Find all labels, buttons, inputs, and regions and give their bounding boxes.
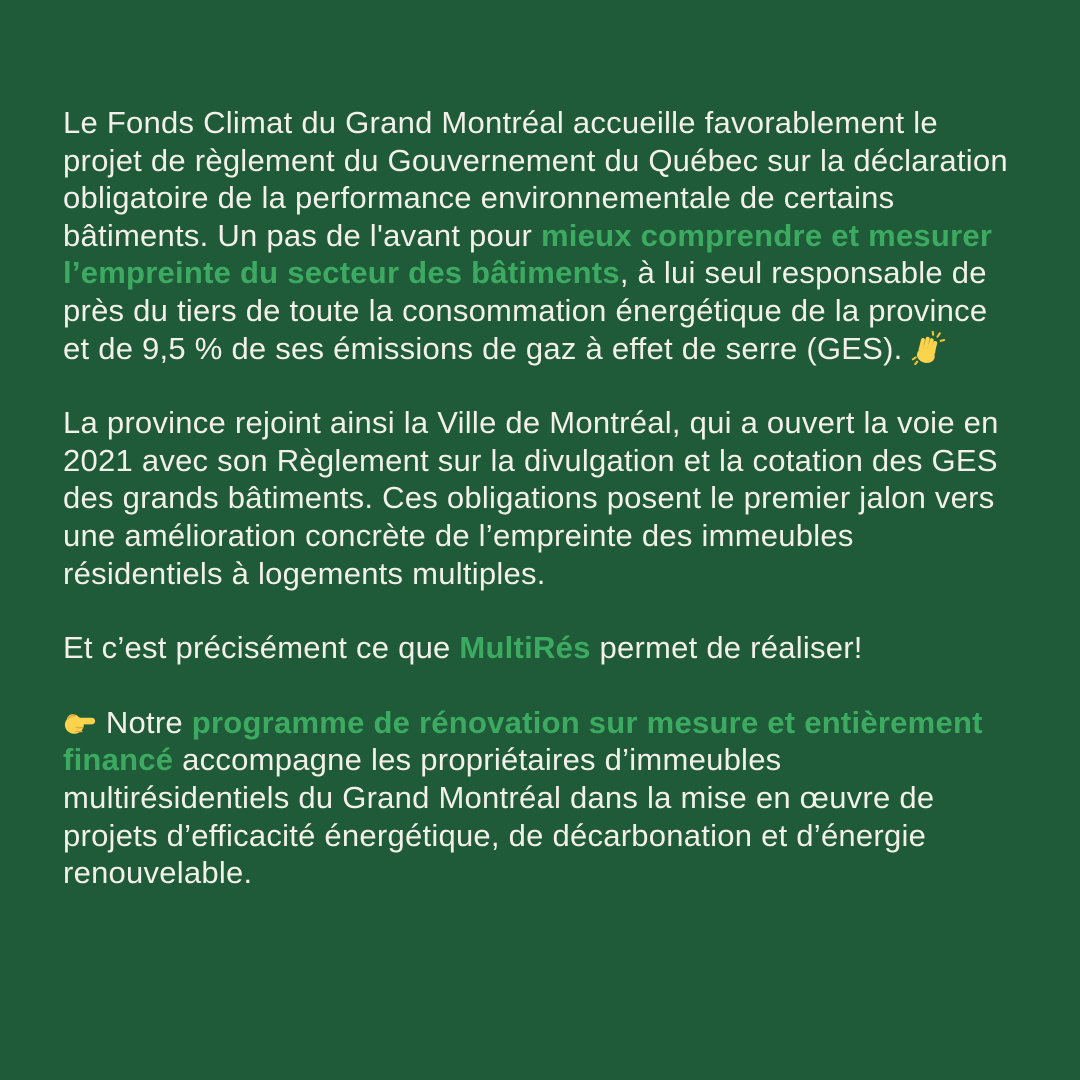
paragraph-multires [63, 629, 1015, 667]
clapping-hands-icon [911, 331, 945, 365]
paragraph-multires-text: Et c’est précisément ce que [63, 630, 460, 666]
paragraph-province-text: La province rejoint ainsi la Ville de Montréal, qui a ouvert la voie en 2021 avec son Règlement sur la divulgation et la cotation des GES des grands bâtiments. Ces obligations posent le premier jalon vers une amélioration concrète de l’empreinte des immeubles résidentiels à logements multiples. [63, 405, 999, 591]
highlight-programme: programme de rénovation sur mesure et entièrement financé [63, 704, 983, 778]
paragraph-programme-text-2: accompagne les propriétaires d’immeubles multirésidentiels du Grand Montréal dans la mise en œuvre de projets d’efficacité énergétique, de décarbonation et d’énergie renouvelable. [63, 742, 935, 891]
paragraph-programme [63, 704, 1015, 892]
paragraph-multires-text-2: permet de réaliser! [590, 630, 863, 666]
paragraph-programme-text: Notre [97, 704, 192, 740]
paragraph-province [63, 404, 1015, 592]
paragraph-intro-text: Le Fonds Climat du Grand Montréal accueille favorablement le projet de règlement du Gouvernement du Québec sur la déclaration obligatoire de la performance environnementale de certains bâtiments. Un pas de l'avant pour [63, 105, 1008, 253]
highlight-multires: MultiRés [459, 630, 591, 666]
paragraph-intro [63, 104, 1015, 367]
post-text-block [63, 104, 1015, 892]
pointing-right-icon [63, 705, 97, 739]
highlight-empreinte-secteur: mieux comprendre et mesurer l’empreinte du secteur des bâtiments [63, 217, 993, 291]
paragraph-intro-text-2: , à lui seul responsable de près du tiers de toute la consommation énergétique de la province et de 9,5 % de ses émissions de gaz à effet de serre (GES). [63, 255, 988, 366]
